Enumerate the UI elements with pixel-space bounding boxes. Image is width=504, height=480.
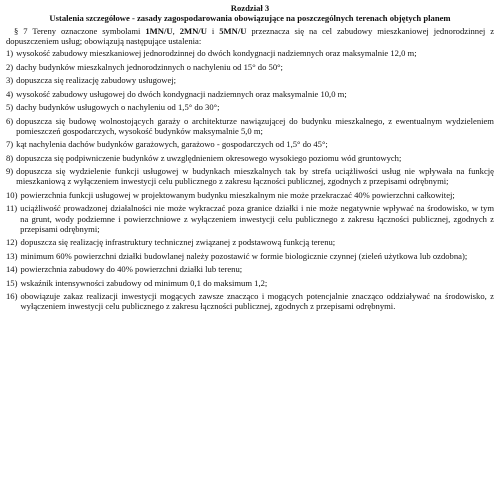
item-text: obowiązuje zakaz realizacji inwestycji mogących zawsze znacząco i mogących potencjalnie znacząco oddziaływać na środowisko, z wyłączeniem inwestycji celu publicznego z zakresu łączności publicznej, zgodnych z przepisami odrębnymi. [20, 291, 494, 312]
item-text: wskaźnik intensywności zabudowy od minimum 0,1 do maksimum 1,2; [20, 277, 268, 288]
item-number: 3) [6, 75, 14, 86]
item-number: 13) [6, 250, 18, 261]
chapter-title: Rozdział 3 [230, 3, 270, 13]
list-item [6, 48, 494, 58]
zone-symbol: 1MN/U [145, 26, 173, 37]
item-text: dopuszcza się realizację zabudowy usługowej; [16, 75, 177, 86]
item-number: 4) [6, 88, 14, 99]
list-item [6, 203, 494, 233]
intro-rest: przeznacza się na cel zabudowy mieszkaniowej jednorodzinnej z dopuszczeniem usług; obowiązują następujące ustalenia: [6, 26, 495, 47]
intro-separator: , [172, 26, 175, 37]
item-number: 7) [6, 139, 14, 150]
item-number: 10) [6, 189, 18, 200]
list-item [6, 237, 494, 247]
zone-symbol: 2MN/U [179, 26, 207, 37]
item-number: 12) [6, 237, 18, 248]
item-text: dopuszcza się podpiwniczenie budynków z uwzględnieniem okresowego wysokiego poziomu wód gruntowych; [16, 152, 402, 163]
list-item [6, 251, 494, 261]
intro-lead: § 7 Tereny oznaczone symbolami [14, 26, 141, 37]
list-item [6, 62, 494, 72]
list-item [6, 190, 494, 200]
item-text: dopuszcza się realizację infrastruktury technicznej związanej z podstawową funkcją terenu; [20, 237, 336, 248]
item-text: powierzchnia zabudowy do 40% powierzchni działki lub terenu; [20, 264, 243, 275]
item-text: dopuszcza się wydzielenie funkcji usługowej w budynkach mieszkalnych tak by strefa uciążliwości usług nie wpływała na funkcję mieszkaniową z wyłączeniem inwestycji celu publicznego z zakresu łączności publicznej, zgodnych z przepisami odrębnymi; [16, 166, 494, 187]
item-text: minimum 60% powierzchni działki budowlanej należy pozostawić w formie biologicznie czynnej (zieleń użytkowa lub ozdobna); [20, 250, 468, 261]
item-number: 14) [6, 264, 18, 275]
intro-paragraph [6, 26, 494, 46]
item-text: uciążliwość prowadzonej działalności nie może wykraczać poza granice działki i nie może negatywnie wpływać na środowisko, w tym na grunt, wody podziemne i powierzchniowe z wyłączeniem inwestycji celu publicznego z zakresu łączności publicznej, zgodnych z przepisami odrębnymi; [20, 203, 494, 234]
item-number: 11) [6, 203, 18, 214]
intro-separator: i [211, 26, 215, 37]
item-text: powierzchnia funkcji usługowej w projektowanym budynku mieszkalnym nie może przekraczać 40% powierzchni całkowitej; [20, 189, 455, 200]
list-item [6, 153, 494, 163]
item-number: 5) [6, 102, 14, 113]
item-text: wysokość zabudowy mieszkaniowej jednorodzinnej do dwóch kondygnacji nadziemnych oraz maksymalnie 12,0 m; [16, 48, 417, 59]
list-item [6, 166, 494, 186]
provisions-list [6, 48, 494, 311]
list-item [6, 139, 494, 149]
item-number: 1) [6, 48, 14, 59]
list-item [6, 264, 494, 274]
item-text: kąt nachylenia dachów budynków garażowych, garażowo - gospodarczych od 1,5° do 45°; [16, 139, 328, 150]
item-number: 6) [6, 115, 14, 126]
item-text: dachy budynków mieszkalnych jednorodzinnych o nachyleniu od 15° do 50°; [16, 61, 283, 72]
list-item [6, 75, 494, 85]
item-number: 2) [6, 61, 14, 72]
item-number: 8) [6, 152, 14, 163]
item-number: 9) [6, 166, 14, 177]
item-number: 16) [6, 291, 18, 302]
list-item [6, 89, 494, 99]
zone-symbol: 5MN/U [219, 26, 247, 37]
list-item [6, 102, 494, 112]
list-item [6, 291, 494, 311]
item-text: dachy budynków usługowych o nachyleniu od 1,5° do 30°; [16, 102, 220, 113]
section-heading: Ustalenia szczegółowe - zasady zagospodarowania obowiązujące na poszczególnych terenach objętych planem [49, 13, 451, 24]
list-item [6, 116, 494, 136]
list-item [6, 278, 494, 288]
item-text: dopuszcza się budowę wolnostojących garaży o architekturze nawiązującej do budynku mieszkalnego, z ewentualnym wydzieleniem pomieszczeń gospodarczych, wysokość budynków maksymalnie 5,0 m; [16, 115, 494, 136]
item-number: 15) [6, 277, 18, 288]
item-text: wysokość zabudowy usługowej do dwóch kondygnacji nadziemnych oraz maksymalnie 10,0 m; [16, 88, 347, 99]
